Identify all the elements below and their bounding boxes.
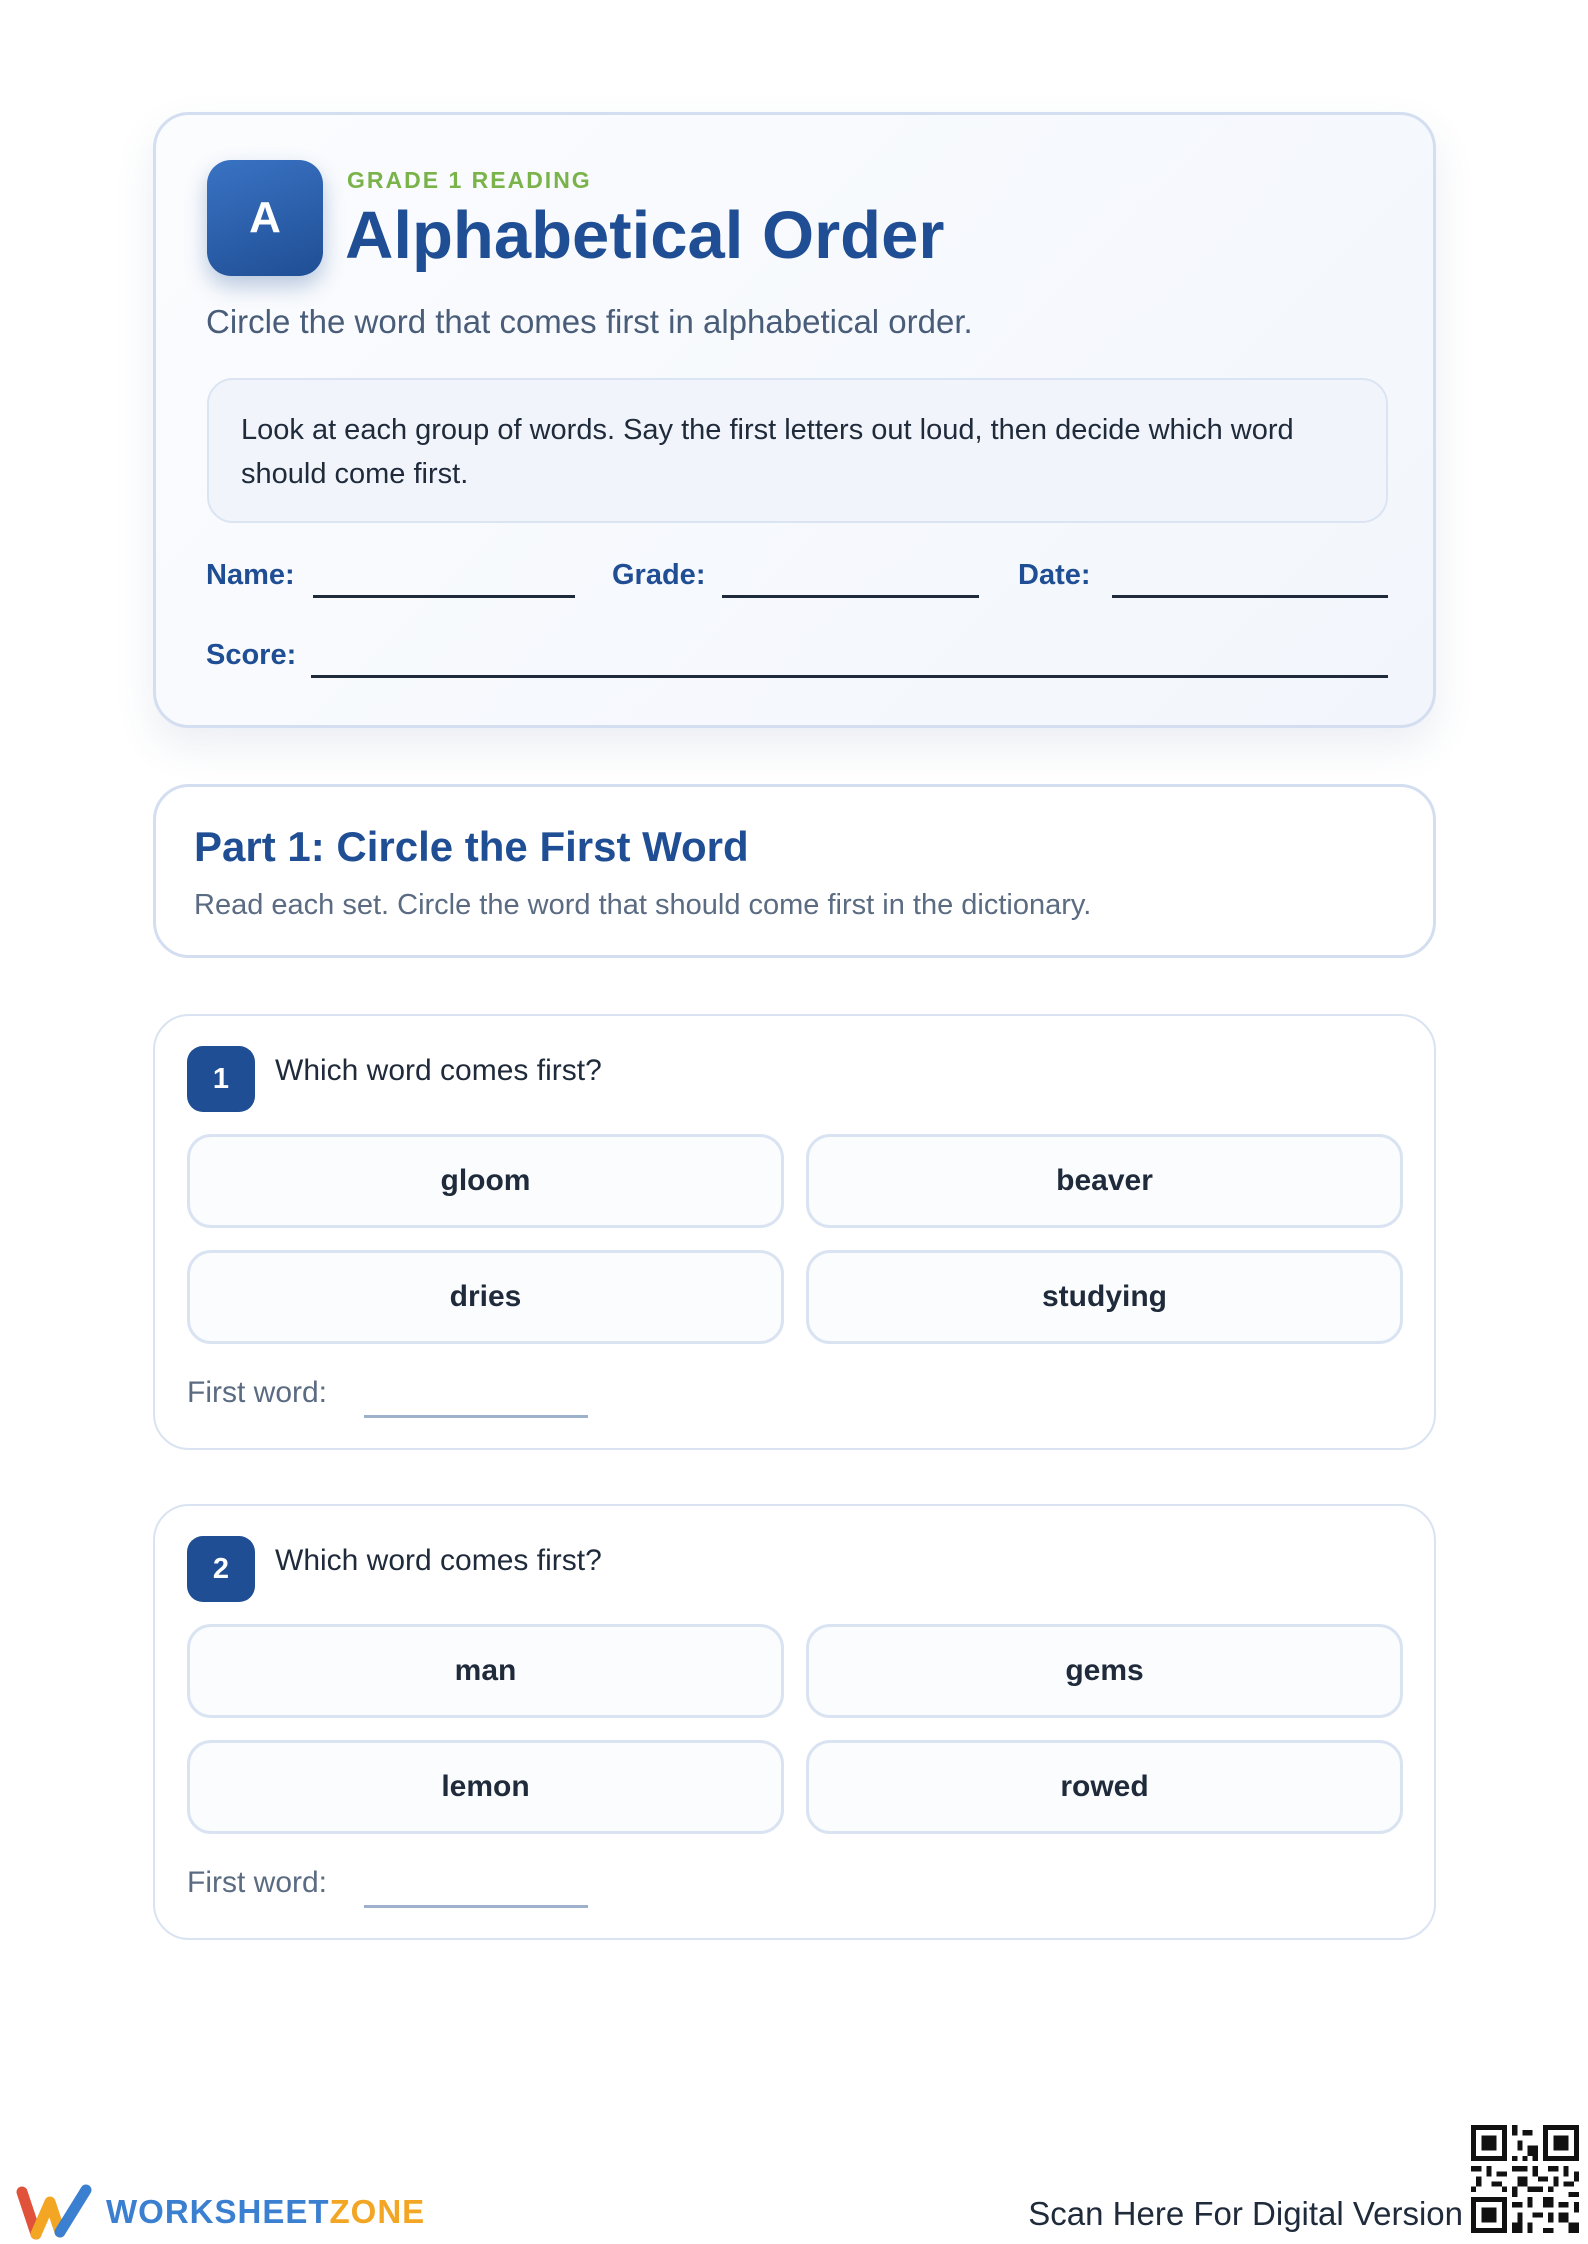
instruction-text: Look at each group of words. Say the first letters out loud, then decide which word should come first. [241,414,1294,490]
answer-label: First word: [187,1866,328,1899]
worksheetzone-logo-icon [16,2184,94,2240]
brand-logo [16,2184,425,2240]
word-option[interactable]: man [187,1624,784,1718]
word-option[interactable]: lemon [187,1740,784,1834]
score-field[interactable] [311,675,1388,678]
letter-a-badge [207,160,323,276]
question-prompt: Which word comes first? [275,1544,602,1577]
part-description: Read each set. Circle the word that should come first in the dictionary. [194,889,1092,921]
grade-label-field: Grade: [612,559,706,591]
part-title: Part 1: Circle the First Word [194,823,749,870]
name-field[interactable] [313,595,575,598]
page-title: Alphabetical Order [345,198,945,273]
answer-field[interactable] [364,1905,588,1908]
date-field[interactable] [1112,595,1388,598]
word-option[interactable]: gloom [187,1134,784,1228]
question-card [153,1504,1436,1940]
score-label: Score: [206,639,297,671]
question-number-badge [187,1536,255,1602]
name-label: Name: [206,559,295,591]
grade-field[interactable] [722,595,979,598]
scan-caption: Scan Here For Digital Version [1028,2195,1463,2232]
qr-code-icon[interactable] [1471,2125,1579,2233]
worksheet-header [153,112,1436,728]
date-label: Date: [1018,559,1091,591]
word-option[interactable]: dries [187,1250,784,1344]
brand-name-part2: ZONE [329,2193,426,2230]
answer-label: First word: [187,1376,328,1409]
brand-name [106,2193,425,2231]
question-number: 2 [212,1552,230,1585]
question-number-badge [187,1046,255,1112]
grade-label: GRADE 1 READING [347,167,592,193]
answer-field[interactable] [364,1415,588,1418]
part-1-section [153,784,1436,958]
instruction-box [207,378,1388,523]
question-number: 1 [212,1062,230,1095]
logo-letter: A [249,193,281,242]
brand-name-part1: WORKSHEET [106,2193,330,2230]
question-card [153,1014,1436,1450]
question-prompt: Which word comes first? [275,1054,602,1087]
word-option[interactable]: rowed [806,1740,1403,1834]
page-subtitle: Circle the word that comes first in alphabetical order. [206,303,973,340]
word-option[interactable]: gems [806,1624,1403,1718]
word-option[interactable]: studying [806,1250,1403,1344]
word-option[interactable]: beaver [806,1134,1403,1228]
